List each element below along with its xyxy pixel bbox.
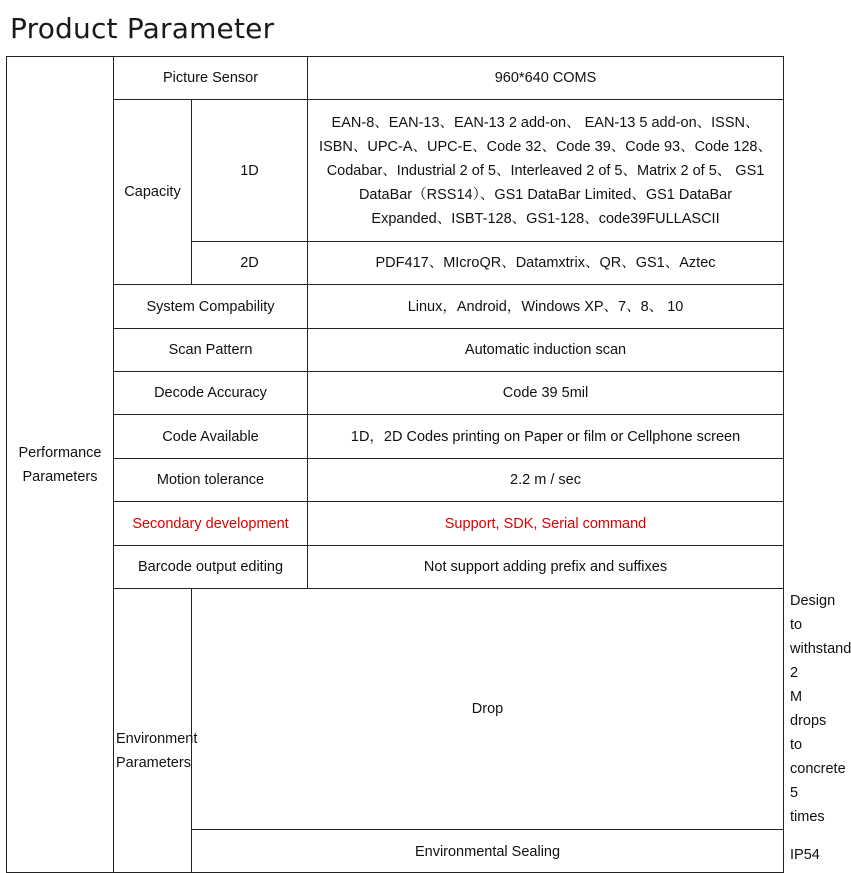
value-scan-pattern: Automatic induction scan <box>308 329 784 372</box>
group-environment-parameters <box>114 589 198 873</box>
parameter-table <box>6 56 851 873</box>
page-title: Product Parameter <box>10 12 275 45</box>
value-capacity-2d: PDF417、MIcroQR、Datamxtrix、QR、GS1、Aztec <box>308 242 784 285</box>
label-capacity: Capacity <box>114 100 192 285</box>
table-row <box>7 100 784 242</box>
value-code-available: 1D，2D Codes printing on Paper or film or Cellphone screen <box>308 415 784 459</box>
label-scan-pattern: Scan Pattern <box>114 329 308 372</box>
label-code-available: Code Available <box>114 415 308 459</box>
label-drop: Drop <box>192 589 784 830</box>
label-secondary-development: Secondary development <box>114 502 308 546</box>
label-motion-tolerance: Motion tolerance <box>114 459 308 502</box>
value-decode-accuracy: Code 39 5mil <box>308 372 784 415</box>
group-performance-parameters <box>7 57 114 873</box>
table-row <box>7 502 784 546</box>
table-row <box>7 57 784 100</box>
value-picture-sensor: 960*640 COMS <box>308 57 784 100</box>
table-row <box>7 546 784 589</box>
value-capacity-1d: EAN-8、EAN-13、EAN-13 2 add-on、 EAN-13 5 add-on、ISSN、ISBN、UPC-A、UPC-E、Code 32、Code 39、Code 93、Code 128、Codabar、Industrial 2 of 5、Interleaved 2 of 5、Matrix 2 of 5、 GS1 DataBar（RSS14）、GS1 DataBar Limited、GS1 DataBar Expanded、ISBT-128、GS1-128、code39FULLASCII <box>308 100 784 242</box>
label-decode-accuracy: Decode Accuracy <box>114 372 308 415</box>
value-system-compability: Linux，Android，Windows XP、7、8、 10 <box>308 285 784 329</box>
table-row <box>7 459 784 502</box>
label-system-compability: System Compability <box>114 285 308 329</box>
group-label: Performance Parameters <box>18 444 102 485</box>
value-secondary-development: Support, SDK, Serial command <box>308 502 784 546</box>
label-capacity-1d: 1D <box>192 100 308 242</box>
table-row <box>7 329 784 372</box>
value-barcode-output-editing: Not support adding prefix and suffixes <box>308 546 784 589</box>
table-row <box>7 285 784 329</box>
group-label: Environment Parameters <box>116 730 198 771</box>
label-environmental-sealing: Environmental Sealing <box>192 830 784 873</box>
table-row <box>7 415 784 459</box>
label-picture-sensor: Picture Sensor <box>114 57 308 100</box>
label-barcode-output-editing: Barcode output editing <box>114 546 308 589</box>
table-row <box>7 372 784 415</box>
table-row: Environment Parameters Drop Design to withstand 2 M drops to concrete 5 times <box>7 589 784 830</box>
label-capacity-2d: 2D <box>192 242 308 285</box>
table-row: Environmental Sealing IP54 <box>7 830 784 873</box>
value-motion-tolerance: 2.2 m / sec <box>308 459 784 502</box>
